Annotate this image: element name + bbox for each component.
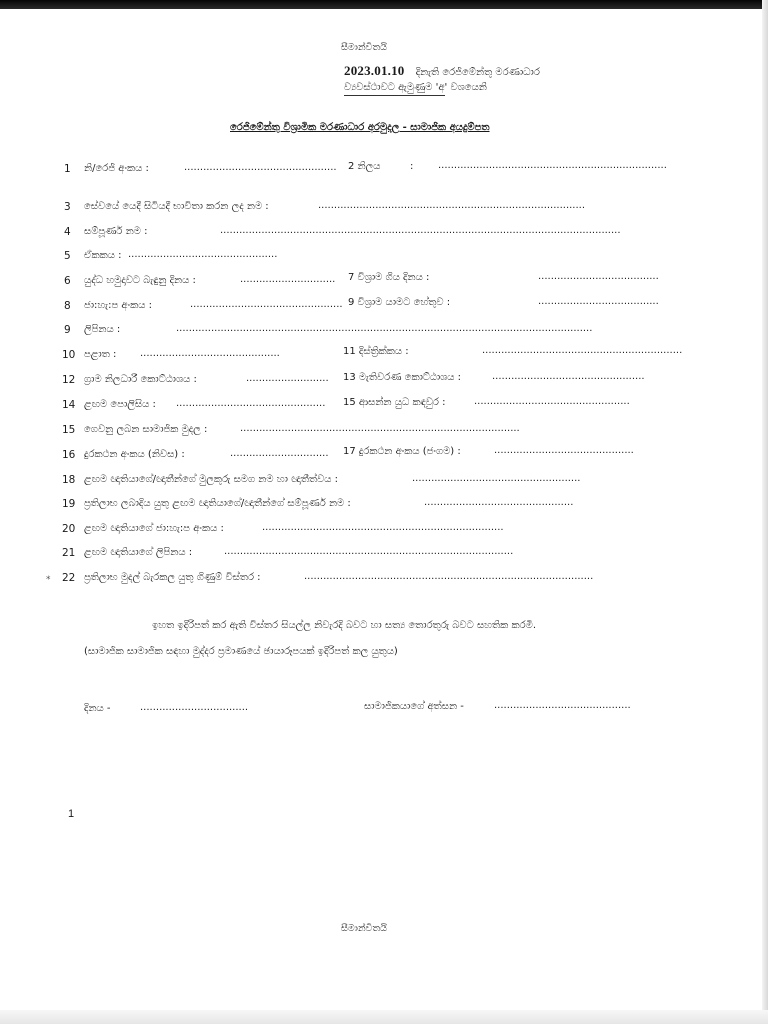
field-number: 10 — [62, 349, 76, 361]
field-label-gn-division: ග්‍රාම නිලධාරී කොට්ඨාශය : — [84, 374, 197, 385]
field-dots-retire-date[interactable]: ...................................... — [538, 271, 659, 282]
field-label-kin-address: ළඟම ඥාතියාගේ ලිපිනය : — [84, 547, 193, 558]
field-dots-address[interactable]: ................................................................................................................................... — [176, 323, 593, 334]
field-label-member-fee: ගෙවනු ලබන සාමාජික මුදල : — [84, 424, 208, 435]
field-dots-province[interactable]: ............................................ — [140, 348, 280, 359]
field-number: 8 — [64, 300, 71, 312]
field-colon-rank: : — [410, 161, 414, 172]
field-number: 1 — [64, 163, 71, 175]
field-number: 14 — [62, 399, 76, 411]
date-dots[interactable]: .................................. — [140, 702, 249, 713]
field-dots-full-name[interactable]: .............................................................................................................................. — [220, 225, 621, 236]
form-title: රෙජිමේන්තු විශ්‍රාමික මරණාධාර අරමුදල - සාමාජික අයදුම්පත — [230, 122, 490, 133]
field-dots-bank-account[interactable]: ........................................................................................... — [304, 571, 594, 582]
field-number: 18 — [62, 474, 76, 486]
field-label-kin-nic: ළඟම ඥාතියාගේ ජා:හැ:ප අංකය : — [84, 523, 224, 534]
member-signature-dots[interactable]: ........................................... — [494, 700, 631, 711]
field-label-police-station: ළඟම පොලිසිය : — [84, 399, 156, 410]
field-number: 19 — [62, 498, 76, 510]
field-number: 4 — [64, 226, 71, 238]
reference-text-2: ව්‍යවස්ථාවට ඇමුණුම 'අ' වශයෙනි — [344, 82, 487, 93]
field-number: 9 — [64, 324, 71, 336]
field-label-electoral-division: 13 මැතිවරණ කොට්ඨාශය : — [343, 372, 461, 383]
field-dots-member-fee[interactable]: ........................................................................................ — [240, 423, 520, 434]
field-label-province: පළාත : — [84, 349, 117, 360]
field-dots-gn-division[interactable]: .......................... — [246, 373, 329, 384]
field-dots-army-camp[interactable]: ................................................. — [474, 396, 630, 407]
field-dots-kin-address[interactable]: ........................................................................................... — [224, 546, 514, 557]
field-label-enlist-date: යුද්ධ හමුදාවට බැඳුනු දිනය : — [84, 275, 196, 286]
field-label-bank-account: ප්‍රතිලාභ මුදල් බැරකල යුතු ගිණුම් විස්තර : — [84, 572, 261, 583]
field-label-phone-mobile: 17 දුරකථන අංකය (ජංගම) : — [343, 446, 461, 457]
field-label-nic: ජා:හැ:ප අංකය : — [84, 300, 152, 311]
reference-line-2 — [344, 82, 487, 94]
field-dots-service-name[interactable]: .................................................................................... — [318, 200, 586, 211]
page-number: 1 — [68, 808, 75, 820]
field-dots-next-of-kin[interactable]: ..................................................... — [412, 473, 581, 484]
field-dots-unit[interactable]: ............................................... — [128, 249, 278, 260]
scan-top-edge — [0, 0, 768, 9]
side-mark: * — [46, 575, 51, 585]
classification-footer: සීමාන්විතයි — [341, 923, 387, 934]
field-dots-nic[interactable]: ................................................ — [190, 299, 343, 310]
field-label-unit: ඒකකය : — [84, 250, 122, 261]
field-dots-beneficiary-name[interactable]: ............................................... — [424, 497, 574, 508]
field-label-rank: 2 නිලය — [348, 161, 381, 172]
field-label-phone-home: දුරකථන අංකය (නිවස) : — [84, 449, 185, 460]
field-label-address: ලිපිනය : — [84, 324, 121, 335]
date-label: දිනය - — [84, 703, 111, 714]
field-label-district: 11 දිස්ත්‍රික්කය : — [343, 346, 409, 357]
field-label-army-camp: 15 ආසන්න යුධ කඳවුර : — [343, 397, 446, 408]
field-dots-district[interactable]: ............................................................... — [482, 345, 683, 356]
field-label-next-of-kin: ළඟම ඥාතියාගේ/ඥාතීන්ගේ මුලකුරු සමග නම හා ඥාතීත්වය : — [84, 474, 338, 485]
field-label-retire-reason: 9 විශ්‍රාම යාමට හේතුව : — [348, 297, 451, 308]
field-number: 15 — [62, 424, 76, 436]
field-label-beneficiary-name: ප්‍රතිලාභ ලබාදිය යුතු ළඟම ඥාතියාගේ/ඥාතීන්ගේ සම්පූර්ණ නම : — [84, 498, 351, 509]
field-label-service-name: සේවයේ යෙදී සිටියදී භාවිතා කරන ලද නම : — [84, 201, 269, 212]
field-number: 12 — [62, 374, 76, 386]
field-number: 21 — [62, 547, 76, 559]
field-number: 3 — [64, 201, 71, 213]
field-number: 16 — [62, 449, 76, 461]
reference-line-1 — [344, 65, 540, 79]
reference-text-1: දිනැති රෙජිමේන්තු මරණාධාර — [415, 67, 540, 78]
field-number: 22 — [62, 572, 76, 584]
member-signature-label: සාමාජිකයාගේ අත්සන - — [364, 701, 464, 712]
field-dots-kin-nic[interactable]: ............................................................................ — [262, 522, 504, 533]
field-dots-reg-no[interactable]: ................................................ — [184, 162, 337, 173]
field-label-full-name: සම්පූර්ණ නම : — [84, 226, 148, 237]
field-dots-rank[interactable]: ........................................................................ — [438, 160, 667, 171]
scan-right-edge — [762, 0, 768, 1024]
field-number: 20 — [62, 523, 76, 535]
field-number: 6 — [64, 275, 71, 287]
declaration-note: (සාමාජික සාමාජික සඳහා මුද්දර ප්‍රමාණයේ ඡායාරූපයක් ඉදිරිපත් කල යුතුය) — [84, 646, 398, 657]
classification-header: සීමාන්විතයි — [341, 42, 387, 53]
reference-underline — [344, 95, 445, 96]
field-dots-retire-reason[interactable]: ...................................... — [538, 296, 659, 307]
field-label-reg-no: නි/රෙජි අංකය : — [84, 163, 149, 174]
field-dots-phone-home[interactable]: ............................... — [230, 448, 329, 459]
field-dots-electoral-division[interactable]: ................................................ — [492, 371, 645, 382]
field-dots-police-station[interactable]: ............................................... — [176, 398, 326, 409]
field-dots-phone-mobile[interactable]: ............................................ — [494, 445, 634, 456]
field-label-retire-date: 7 විශ්‍රාම ගිය දිනය : — [348, 272, 430, 283]
field-dots-enlist-date[interactable]: .............................. — [240, 274, 336, 285]
declaration-text: ඉහත ඉදිරිපත් කර ඇති විස්තර සියල්ල නිවැරදි බවට හා සත්‍ය තොරතුරු බවට සහතික කරමි. — [152, 620, 536, 631]
scan-bottom-edge — [0, 1010, 768, 1024]
reference-date: 2023.01.10 — [344, 63, 405, 78]
field-number: 5 — [64, 250, 71, 262]
